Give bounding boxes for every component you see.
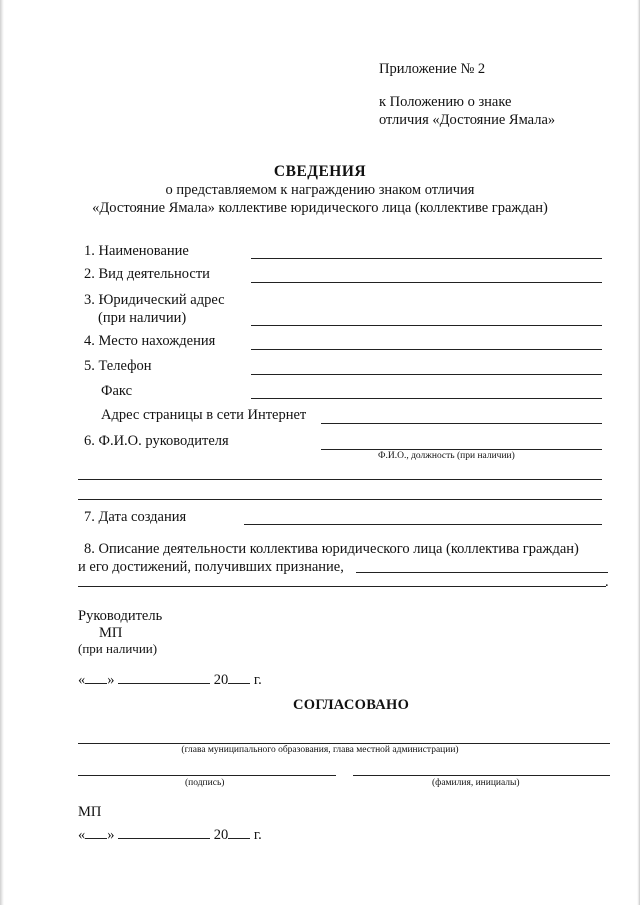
field-line-website[interactable] xyxy=(321,423,602,424)
field-line-head[interactable] xyxy=(321,449,602,450)
description-end-period: . xyxy=(605,574,609,590)
page-left-edge xyxy=(0,0,4,905)
approval-stamp-label: МП xyxy=(78,804,102,820)
approval-date-day-blank[interactable] xyxy=(85,825,107,839)
approval-date-year-blank[interactable] xyxy=(228,825,250,839)
field-line-phone[interactable] xyxy=(251,374,602,375)
head-stamp-note: (при наличии) xyxy=(78,641,158,656)
head-date[interactable] xyxy=(78,670,262,689)
field-line-description-2[interactable] xyxy=(78,586,606,587)
appendix-number: Приложение № 2 xyxy=(379,61,486,77)
approval-official-line[interactable] xyxy=(78,743,610,744)
document-title: СВЕДЕНИЯ xyxy=(273,163,367,180)
regulation-reference-line-2: отличия «Достояние Ямала» xyxy=(379,112,556,128)
approval-title: СОГЛАСОВАНО xyxy=(293,697,410,713)
field-label-head: 6. Ф.И.О. руководителя xyxy=(84,433,229,449)
document-subtitle-line-1: о представляемом к награждению знаком отличия xyxy=(165,182,475,198)
field-line-founded[interactable] xyxy=(244,524,602,525)
approval-signature-caption: (подпись) xyxy=(185,778,225,788)
date-day-blank[interactable] xyxy=(85,670,107,684)
approval-signature-line[interactable] xyxy=(78,775,336,776)
date-year-blank[interactable] xyxy=(228,670,250,684)
field-label-description: 8. Описание деятельности коллектива юридического лица (коллектива граждан) xyxy=(84,541,579,557)
field-label-fax: Факс xyxy=(101,383,133,399)
field-line-legal-address[interactable] xyxy=(251,325,602,326)
date-quote-close: » xyxy=(107,672,115,688)
field-line-description[interactable] xyxy=(356,572,608,573)
regulation-reference-line-1: к Положению о знаке xyxy=(379,94,512,110)
field-label-phone: 5. Телефон xyxy=(84,358,152,374)
field-label-legal-address-note: (при наличии) xyxy=(98,310,187,326)
field-label-name: 1. Наименование xyxy=(84,243,189,259)
approval-date[interactable] xyxy=(78,825,262,844)
field-line-head-extra-2[interactable] xyxy=(78,499,602,500)
field-label-founded: 7. Дата создания xyxy=(84,509,187,525)
field-line-name[interactable] xyxy=(251,258,602,259)
head-signature-label: Руководитель xyxy=(78,608,163,624)
approval-date-quote-open: « xyxy=(78,827,86,843)
document-subtitle-line-2: «Достояние Ямала» коллективе юридического лица (коллективе граждан) xyxy=(92,200,548,216)
approval-name-caption: (фамилия, инициалы) xyxy=(432,778,520,788)
date-quote-open: « xyxy=(78,672,86,688)
date-month-blank[interactable] xyxy=(118,670,210,684)
field-label-activity: 2. Вид деятельности xyxy=(84,266,210,282)
field-line-fax[interactable] xyxy=(251,398,602,399)
field-label-description-cont: и его достижений, получивших признание, xyxy=(78,559,344,575)
field-line-activity[interactable] xyxy=(251,282,602,283)
approval-date-month-blank[interactable] xyxy=(118,825,210,839)
date-year-suffix: г. xyxy=(253,672,262,688)
approval-name-line[interactable] xyxy=(353,775,610,776)
field-line-location[interactable] xyxy=(251,349,602,350)
field-line-head-extra-1[interactable] xyxy=(78,479,602,480)
field-label-legal-address: 3. Юридический адрес xyxy=(84,292,225,308)
date-year-prefix: 20 xyxy=(213,672,229,688)
field-caption-head: Ф.И.О., должность (при наличии) xyxy=(378,451,515,461)
approval-date-year-prefix: 20 xyxy=(213,827,229,843)
approval-date-quote-close: » xyxy=(107,827,115,843)
approval-official-caption: (глава муниципального образования, глава местной администрации) xyxy=(181,745,459,755)
field-label-location: 4. Место нахождения xyxy=(84,333,216,349)
approval-date-year-suffix: г. xyxy=(253,827,262,843)
head-stamp-label: МП xyxy=(99,625,123,641)
field-label-website: Адрес страницы в сети Интернет xyxy=(101,407,307,423)
